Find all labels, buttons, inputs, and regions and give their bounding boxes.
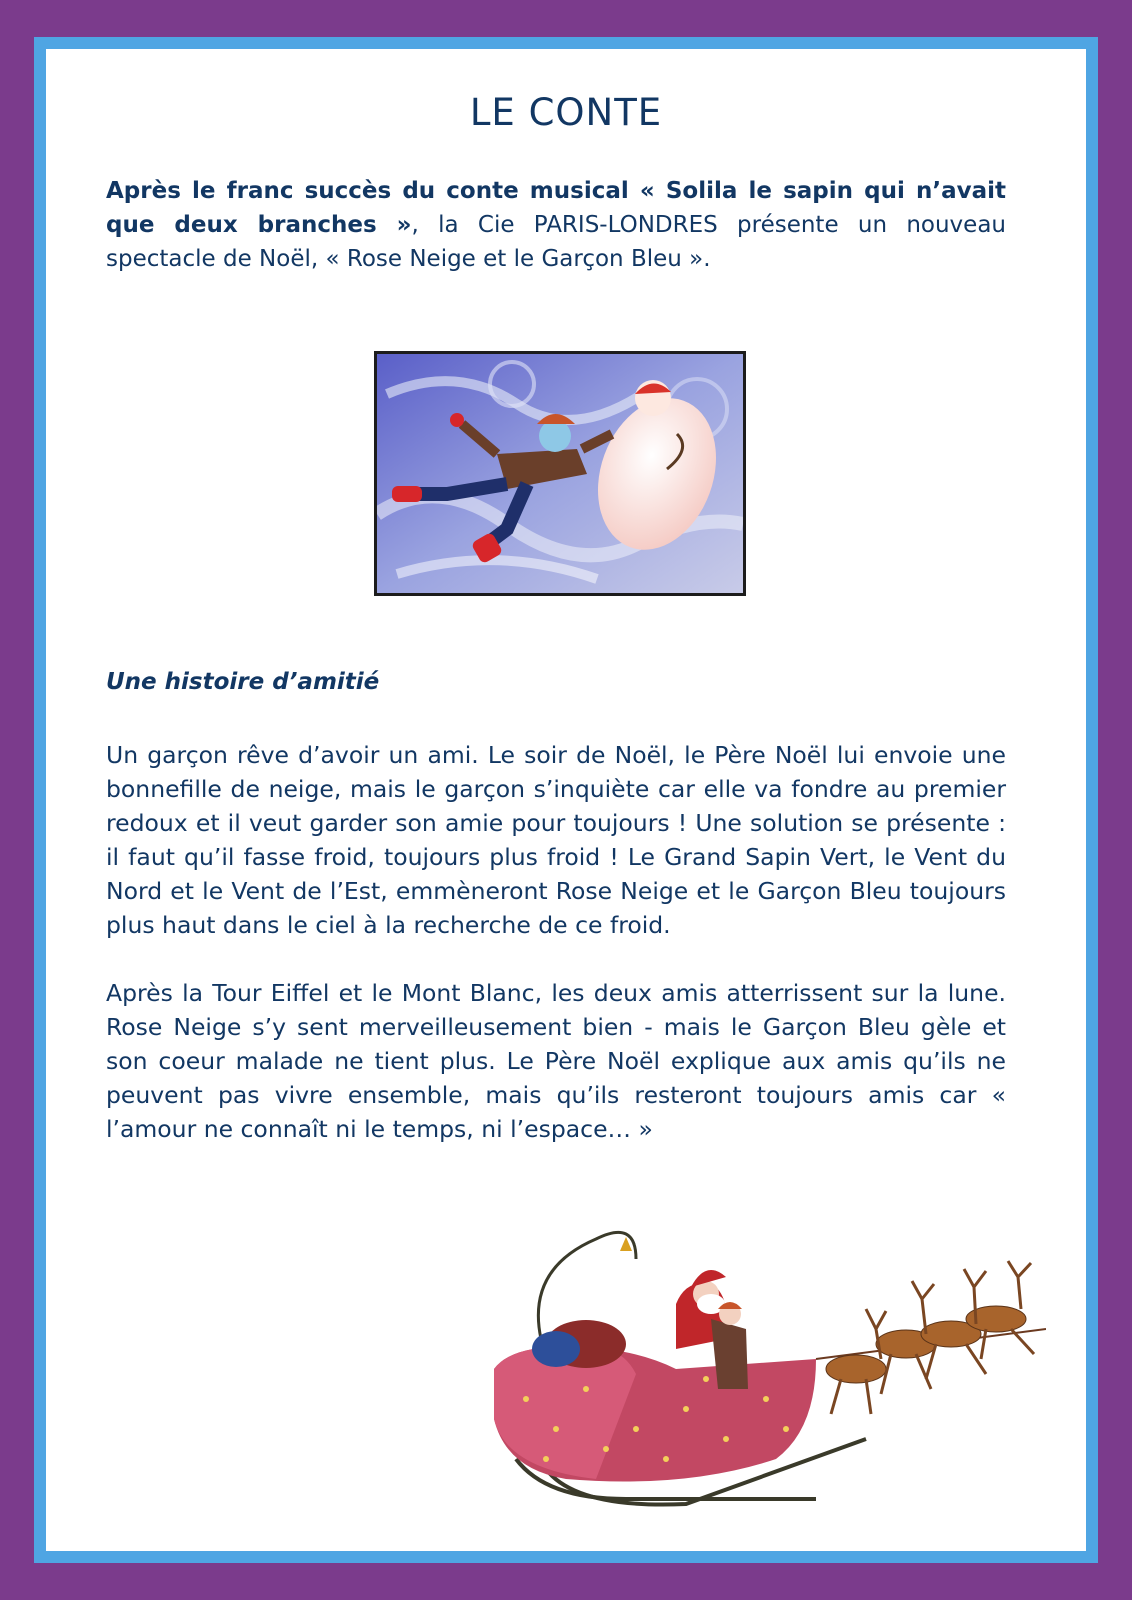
intro-bold-text: Après le franc succès du conte musical « Solila le sapin qui n’avait que deux branches » xyxy=(106,178,1006,238)
story-paragraph-1: Un garçon rêve d’avoir un ami. Le soir de Noël, le Père Noël lui envoie une bonnefille de neige, mais le garçon s’inquiète car elle va fondre au premier redoux et il veut garder son amie pour toujours ! Une solution se présente : il faut qu’il fasse froid, toujours plus froid ! Le Grand Sapin Vert, le Vent du Nord et le Vent de l’Est, emmèneront Rose Neige et le Garçon Bleu toujours plus haut dans le ciel à la recherche de ce froid. xyxy=(106,741,1006,939)
intro-paragraph xyxy=(106,174,1006,276)
page-title: LE CONTE xyxy=(469,91,663,134)
document-page xyxy=(46,49,1086,1551)
boy-and-snowgirl-illustration xyxy=(374,351,746,596)
santa-sleigh-illustration xyxy=(486,1199,1046,1523)
section-subtitle: Une histoire d’amitié xyxy=(106,669,380,695)
story-paragraph-2: Après la Tour Eiffel et le Mont Blanc, les deux amis atterrissent sur la lune. Rose Neige s’y sent merveilleusement bien - mais le Garçon Bleu gèle et son coeur malade ne tient plus. Le Père Noël explique aux amis qu’ils ne peuvent pas vivre ensemble, mais qu’ils resteront toujours amis car « l’amour ne connaît ni le temps, ni l’espace… » xyxy=(106,979,1006,1143)
intro-text: , la Cie PARIS-LONDRES présente un nouveau spectacle de Noël, « Rose Neige et le Garçon Bleu ». xyxy=(106,212,1006,272)
